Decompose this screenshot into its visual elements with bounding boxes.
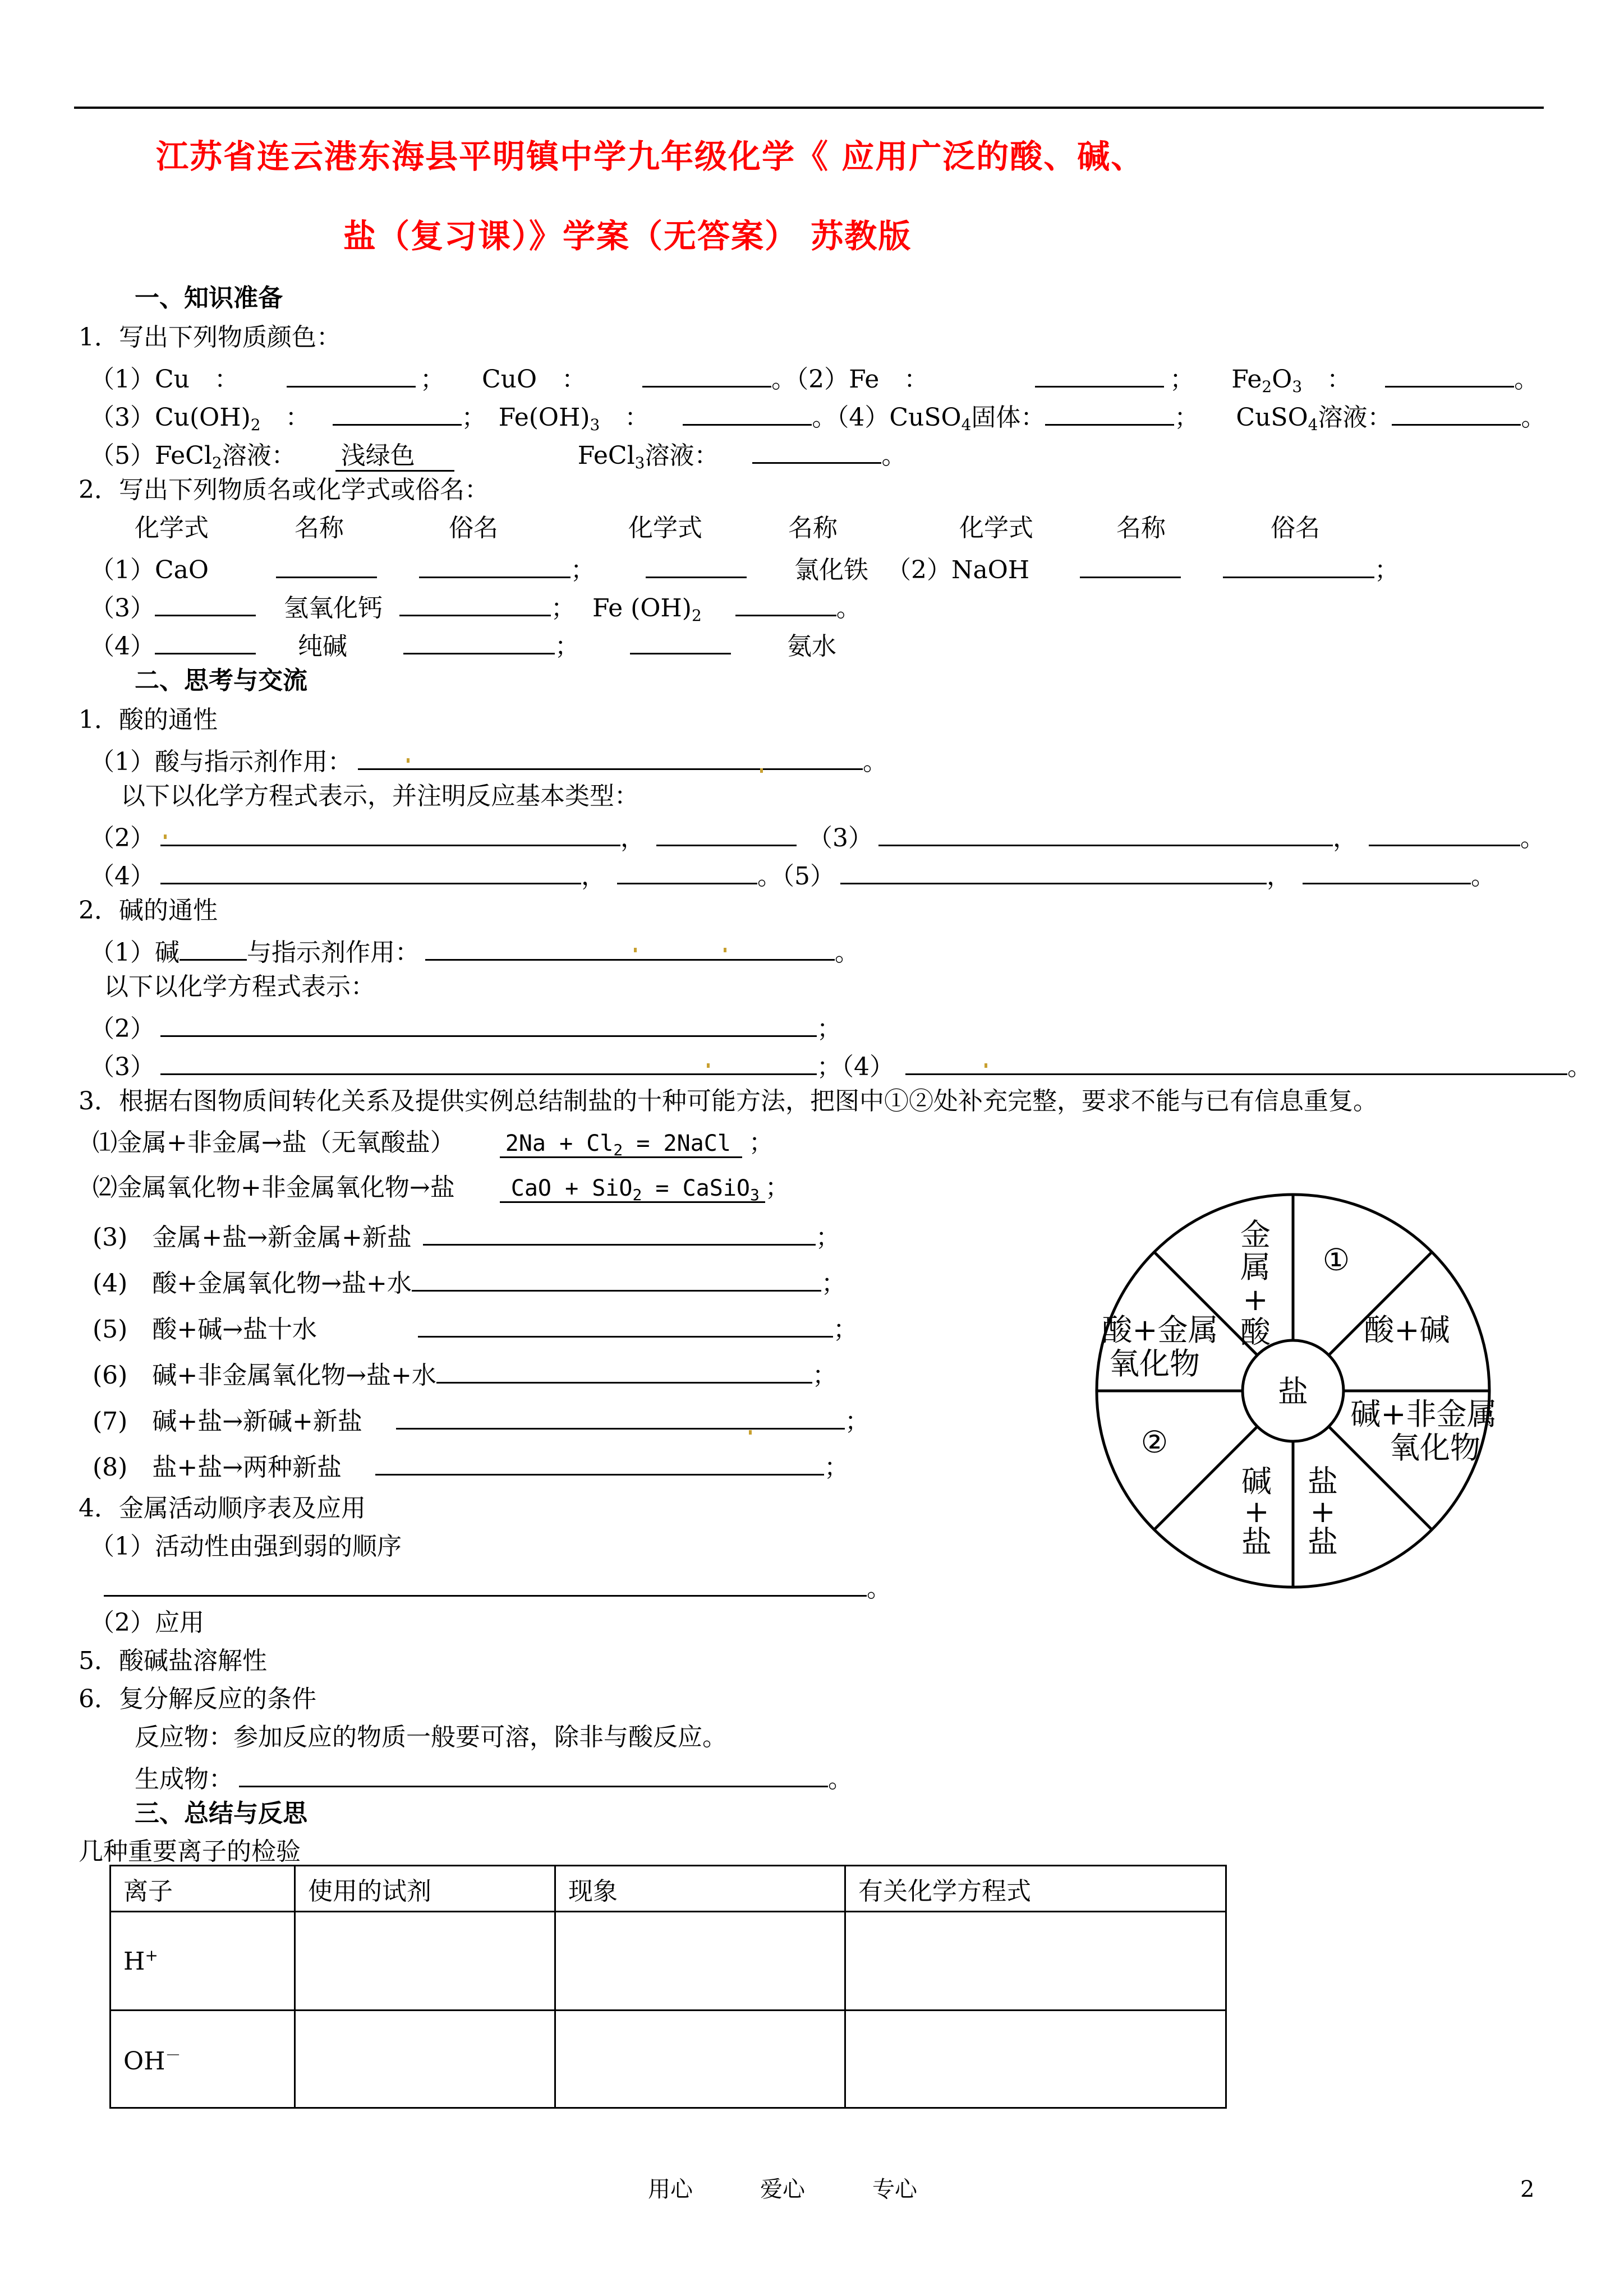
answer-blank[interactable] xyxy=(878,822,1333,846)
wheel-segment-text: 酸+金属 xyxy=(1102,1312,1218,1348)
page-number: 2 xyxy=(1520,2177,1535,2202)
title-line-2: 盐（复习课）》学案（无答案） 苏教版 xyxy=(343,217,912,255)
answer-blank[interactable] xyxy=(403,630,555,654)
answer-blank[interactable] xyxy=(683,402,812,426)
answer-blank[interactable] xyxy=(155,630,256,654)
q1-row-2: $(3)Cu(OH)_2$ ： ； $Fe(OH)_3$ ： 。（4）CuSO$_4$固体： ； CuSO$_4$溶液： 。 xyxy=(90,402,1545,433)
q2-header-name: 名称 xyxy=(295,514,344,542)
table-row xyxy=(111,2011,1226,2108)
answer-blank[interactable] xyxy=(436,1359,812,1384)
answer-blank[interactable] xyxy=(375,1451,824,1476)
answer-blank[interactable] xyxy=(423,1221,816,1246)
answer-blank[interactable] xyxy=(160,822,620,846)
acid-eq-row-1: （2） ， （3） ， 。 xyxy=(90,822,1545,851)
answer-blank[interactable] xyxy=(1385,363,1514,388)
answer-blank[interactable] xyxy=(905,1051,1567,1075)
answer-blank[interactable] xyxy=(617,860,757,884)
scan-speck xyxy=(164,835,167,839)
wheel-segment-text: 碱 xyxy=(1241,1464,1272,1499)
q2-row-3: （4） 纯碱 ； 氨水 xyxy=(90,630,836,659)
answer-blank[interactable] xyxy=(1392,402,1521,426)
scan-speck xyxy=(984,1063,987,1068)
scan-speck xyxy=(634,948,637,952)
wheel-segment-text: 盐 xyxy=(1241,1524,1272,1560)
activity-order-prompt: （1）活动性由强到弱的顺序 xyxy=(90,1532,402,1561)
q2-header-chem: 化学式 xyxy=(628,514,702,542)
wheel-blank-1: ① xyxy=(1322,1242,1350,1278)
answer-blank[interactable] xyxy=(642,363,771,388)
q2-row-2: （3） 氢氧化钙 ； Fe $(OH)_2$ 。 xyxy=(90,592,861,624)
answer-blank[interactable] xyxy=(418,1313,833,1338)
answer-blank[interactable] xyxy=(1223,554,1374,578)
base-properties-title: 2．碱的通性 xyxy=(79,896,218,925)
salt-methods-prompt: 3．根据右图物质间转化关系及提供实例总结制盐的十种可能方法，把图中①②处补充完整，要求不能与已有信息重复。 xyxy=(79,1087,1378,1115)
answer-blank[interactable] xyxy=(656,822,797,846)
q2-prompt: 2．写出下列物质名或化学式或俗名： xyxy=(79,476,489,504)
example-equation-1: $2Na + Cl_2$ = 2NaCl xyxy=(500,1131,742,1158)
section-3-heading: 三、总结与反思 xyxy=(135,1799,307,1828)
acid-properties-title: 1．酸的通性 xyxy=(79,706,218,734)
base-note: 以下以化学方程式表示： xyxy=(104,972,375,1001)
table-header-cell: 现象 xyxy=(555,1866,845,1912)
answer-blank[interactable] xyxy=(160,1013,817,1037)
answer-blank[interactable] xyxy=(646,554,747,578)
section-1-heading: 一、知识准备 xyxy=(135,284,283,312)
wheel-center-label: 盐 xyxy=(1278,1374,1308,1409)
answer-blank[interactable] xyxy=(752,440,881,464)
ion-cell: OH－ xyxy=(111,2011,295,2108)
activity-application: （2）应用 xyxy=(90,1608,204,1637)
table-header-cell: 使用的试剂 xyxy=(295,1866,555,1912)
q2-header-common: 俗名 xyxy=(449,514,498,542)
answer-blank[interactable] xyxy=(276,554,377,578)
wheel-segment-text: 盐 xyxy=(1308,1464,1338,1499)
scan-speck xyxy=(760,768,763,773)
table-header-cell: 离子 xyxy=(111,1866,295,1912)
answer-blank[interactable] xyxy=(104,1573,867,1597)
q1-row-3: （5）FeCl$_2$溶液： 浅绿色 FeCl$_3$溶液： 。 xyxy=(90,440,906,471)
answer-blank[interactable] xyxy=(735,592,836,616)
answer-filled: 浅绿色 xyxy=(335,441,454,472)
answer-blank[interactable] xyxy=(1369,822,1520,846)
answer-blank[interactable] xyxy=(1303,860,1471,884)
answer-blank[interactable] xyxy=(1080,554,1181,578)
section-2-heading: 二、思考与交流 xyxy=(135,666,307,695)
q2-header-common: 俗名 xyxy=(1271,514,1320,542)
equation-cell[interactable] xyxy=(845,2011,1226,2108)
answer-blank[interactable] xyxy=(333,402,462,426)
method-7: (7) 碱+盐→新碱+新盐 ； xyxy=(93,1405,869,1434)
method-1: ⑴金属+非金属→盐（无氧酸盐） $2Na + Cl_2$ = 2NaCl ； xyxy=(93,1128,774,1159)
solubility-title: 5．酸碱盐溶解性 xyxy=(79,1647,267,1675)
answer-blank[interactable] xyxy=(358,746,863,770)
answer-blank[interactable] xyxy=(1035,363,1164,388)
answer-blank[interactable] xyxy=(412,1267,821,1292)
answer-blank[interactable] xyxy=(840,860,1267,884)
q2-header-name: 名称 xyxy=(788,514,838,542)
answer-blank[interactable] xyxy=(425,937,835,961)
reactants-condition: 反应物：参加反应的物质一般要可溶，除非与酸反应。 xyxy=(135,1723,727,1751)
wheel-segment-text: + xyxy=(1243,1282,1268,1317)
wheel-segment-text: 属 xyxy=(1240,1250,1271,1285)
method-6: (6) 碱+非金属氧化物→盐+水 ； xyxy=(93,1359,837,1388)
ion-test-caption: 几种重要离子的检验 xyxy=(79,1837,301,1866)
q2-row-1: （1）CaO ； 氯化铁 （2）NaOH ； xyxy=(90,554,1399,583)
answer-blank[interactable] xyxy=(396,1405,845,1430)
wheel-segment-text: + xyxy=(1244,1494,1269,1529)
answer-blank[interactable] xyxy=(1045,402,1174,426)
acid-note: 以下以化学方程式表示，并注明反应基本类型： xyxy=(121,782,639,810)
q1-prompt: 1．写出下列物质颜色： xyxy=(79,323,341,352)
acid-eq-row-2: （4） ， 。（5） ， 。 xyxy=(90,860,1496,889)
method-3: (3) 金属+盐→新金属+新盐 ； xyxy=(93,1221,840,1250)
footer-motto: 用心 爱心 专心 xyxy=(648,2177,917,2202)
equation-cell[interactable] xyxy=(845,1912,1226,2011)
products-row: 生成物： 。 xyxy=(135,1763,853,1792)
base-eq-row-2: （3） ；（4） 。 xyxy=(90,1051,1592,1080)
answer-blank[interactable] xyxy=(239,1763,828,1787)
wheel-segment-text: 酸 xyxy=(1240,1315,1271,1350)
wheel-segment-text: 金 xyxy=(1240,1217,1271,1252)
wheel-segment-text: 酸+碱 xyxy=(1364,1312,1450,1348)
answer-blank[interactable] xyxy=(160,860,581,884)
example-equation-2: CaO + SiO$_2$ = CaSiO$_3$ xyxy=(500,1175,765,1203)
answer-blank[interactable] xyxy=(399,592,551,616)
scan-speck xyxy=(749,1430,752,1435)
answer-blank[interactable] xyxy=(419,554,571,578)
wheel-blank-2: ② xyxy=(1140,1424,1168,1460)
wheel-segment-text: 盐 xyxy=(1308,1524,1338,1560)
ion-cell: H+ xyxy=(111,1912,295,2011)
ion-test-table xyxy=(109,1865,1227,2109)
reagent-cell[interactable] xyxy=(295,1912,555,2011)
wheel-segment-text: 氧化物 xyxy=(1109,1346,1200,1381)
q2-header-chem: 化学式 xyxy=(135,514,209,542)
table-header-cell: 有关化学方程式 xyxy=(845,1866,1226,1912)
method-5: (5) 酸+碱→盐十水 ； xyxy=(93,1313,858,1342)
phenomenon-cell[interactable] xyxy=(555,1912,845,2011)
base-eq-row-1: （2） ； xyxy=(90,1013,841,1041)
answer-blank[interactable] xyxy=(630,630,731,654)
answer-blank[interactable] xyxy=(180,937,247,961)
metathesis-title: 6．复分解反应的条件 xyxy=(79,1685,316,1713)
q2-header-name: 名称 xyxy=(1116,514,1166,542)
answer-blank[interactable] xyxy=(155,592,256,616)
activity-order-row: 。 xyxy=(104,1573,891,1601)
header-rule xyxy=(74,107,1544,109)
scan-speck xyxy=(724,948,726,952)
acid-indicator-row: （1）酸与指示剂作用： 。 xyxy=(90,746,887,774)
base-indicator-row: （1）碱 与指示剂作用： 。 xyxy=(90,937,859,965)
title-line-1: 江苏省连云港东海县平明镇中学九年级化学《 应用广泛的酸、碱、 xyxy=(156,137,1145,176)
q1-row-1: （1）Cu ： ； CuO ： 。（2）Fe ： ； $Fe_2O_3$ ： 。 xyxy=(90,363,1539,395)
q2-header-chem: 化学式 xyxy=(959,514,1033,542)
scan-speck xyxy=(707,1063,710,1068)
salt-conversion-wheel xyxy=(1077,1178,1515,1604)
wheel-segment-text: 碱+非金属 xyxy=(1350,1396,1497,1432)
table-header-row xyxy=(111,1866,1226,1912)
answer-blank[interactable] xyxy=(287,363,416,388)
method-8: (8) 盐+盐→两种新盐 ； xyxy=(93,1451,849,1480)
wheel-segment-text: 氧化物 xyxy=(1390,1430,1480,1465)
reagent-cell[interactable] xyxy=(295,2011,555,2108)
method-4: (4) 酸+金属氧化物→盐+水 ； xyxy=(93,1267,846,1296)
wheel-segment-text: + xyxy=(1310,1494,1336,1529)
table-row xyxy=(111,1912,1226,2011)
phenomenon-cell[interactable] xyxy=(555,2011,845,2108)
answer-blank[interactable] xyxy=(160,1051,817,1075)
scan-speck xyxy=(407,758,410,763)
method-2: ⑵金属氧化物+非金属氧化物→盐 CaO + SiO$_2$ = CaSiO$_3$ ； xyxy=(93,1173,790,1204)
activity-series-title: 4．金属活动顺序表及应用 xyxy=(79,1494,366,1523)
